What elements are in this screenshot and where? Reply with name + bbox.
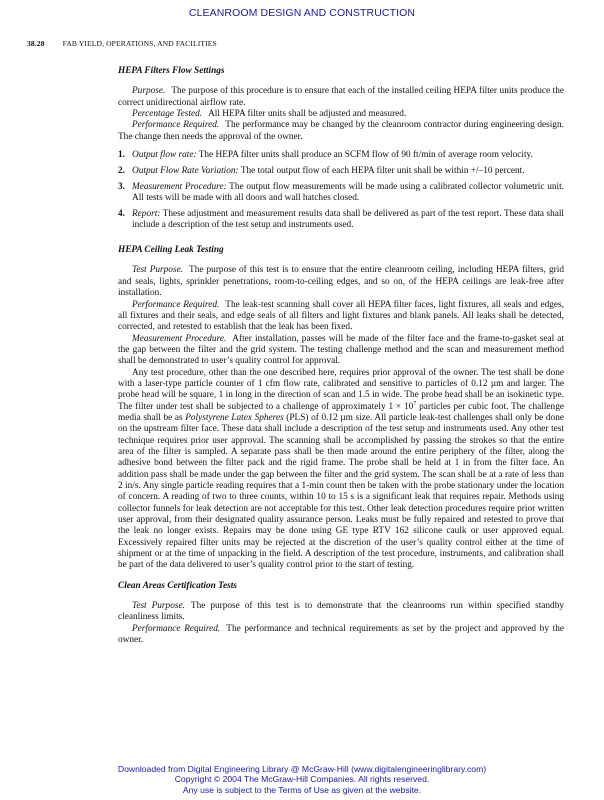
list-item-text: The total output flow of each HEPA filter unit shall be within +/–10 percent. [240, 165, 525, 176]
document-banner: CLEANROOM DESIGN AND CONSTRUCTION [188, 7, 416, 19]
paragraph-text: All HEPA filter units shall be adjusted and measured. [208, 109, 407, 120]
list-item-text: These adjustment and measurement results data shall be delivered as part of the test report. These data shall include a description of the test setup and instruments used. [132, 208, 565, 231]
list-item-label: Output flow rate: [132, 150, 197, 161]
paragraph-label: Performance Required. [132, 120, 220, 131]
footer-line-terms: Any use is subject to the Terms of Use as given at the website. [182, 784, 422, 795]
list-item [118, 209, 564, 232]
list-item-label: Output Flow Rate Variation: [132, 165, 239, 176]
section-heading-hepa-flow: HEPA Filters Flow Settings [118, 66, 225, 76]
list-item-text: The HEPA filter units shall produce an SCFM flow of 90 ft/min of average room velocity. [198, 150, 533, 161]
paragraph-text: Any test procedure, other than the one described here, requires prior approval of the owner. The test shall be done with a laser-type particle counter of 1 cfm flow rate, calibrated and sensitive to particles of 0.12 µm and larger. The probe head will be square, 1 in long in the direction of scan and 1.5 in wide. The probe head shall be an isokinetic type. The filter under test shall be subjected to a challenge of approximately 1 × 10 [118, 367, 564, 412]
paragraph-measurement-procedure [118, 334, 564, 368]
list-item-label: Report: [132, 208, 161, 219]
running-head-title: FAB YIELD, OPERATIONS, AND FACILITIES [62, 39, 217, 48]
list-item [118, 182, 564, 205]
running-head [27, 39, 217, 48]
section-heading-certification: Clean Areas Certification Tests [118, 580, 237, 591]
paragraph-text: The purpose of this test is to demonstrate that the cleanrooms run within specified standby cleanliness limits. [118, 601, 564, 623]
list-item-text: The output flow measurements will be made using a calibrated collector volumetric unit. All tests will be made with all doors and wall hatches closed. [132, 181, 565, 204]
flow-settings-list [118, 150, 564, 232]
section-heading-leak-testing: HEPA Ceiling Leak Testing [118, 245, 224, 256]
paragraph-label: Performance Required. [132, 299, 220, 310]
paragraph-label: Percentage Tested. [132, 109, 203, 120]
paragraph-text: The performance and technical requirements as set by the project and approved by the owner. [118, 623, 564, 646]
paragraph-performance-required [118, 300, 564, 334]
paragraph-label: Test Purpose. [132, 601, 185, 612]
paragraph-text: The performance may be changed by the cleanroom contractor during engineering design. The change then needs the approval of the owner. [118, 120, 565, 142]
paragraph-text: (PLS) of 0.12 µm size. All particle leak-test challenges shall only be done on the upstream filter face. These data shall include a description of the test setup and instruments used. Any other test technique requires prior user approval. The scanning shall be accomplished by passing the strokes so that the entire area of the filter is sampled. A separate pass shall be then made around the entire periphery of the filter, along the adhesive bond between the filter pack and the rigid frame. The probe shall be held at 1 in from the filter face. An addition pass shall be made under the gap between the filter and the grid system. The scan shall be at a rate of less than 2 in/s. Any single particle reading requires that a 1-min count then be taken with the probe stationary under the location of concern. A reading of two to three counts, within 10 to 15 s is a significant leak that requires repair. Methods using collector funnels for leak detection are not acceptable for this test. Other leak detection procedures require prior written user approval, from their designated quality assurance person. Leaks must be fully repaired and retested to prove that the leak no longer exists. Repairs may be done using GE type RTV 162 silicone caulk or user approved equal. Excessively repaired filter units may be rejected at the discretion of the user’s quality control either at the time of shipment or at the time of unpacking in the field. A description of the test procedure, instruments, and calibration shall be part of the data delivered to user’s quality control prior to the start of testing. [118, 412, 564, 571]
list-item-label: Measurement Procedure: [132, 181, 227, 192]
page-number: 38.28 [27, 39, 45, 48]
list-item-number: 1. [118, 150, 125, 161]
list-item [118, 166, 564, 177]
page-content [118, 66, 564, 646]
list-item [118, 150, 564, 161]
download-footer [0, 764, 604, 795]
paragraph-test-purpose [118, 601, 564, 624]
footer-line-copyright: Copyright © 2004 The McGraw-Hill Companies. All rights reserved. [174, 774, 430, 785]
paragraph-label: Purpose. [132, 86, 166, 97]
exponent: 7 [413, 400, 417, 407]
paragraph-test-purpose [118, 265, 564, 299]
paragraph-performance-required [118, 120, 564, 143]
paragraph-purpose [118, 86, 564, 109]
paragraph-text: particles per cubic foot. The challenge media shall be as [118, 401, 564, 423]
paragraph-label: Test Purpose. [132, 265, 184, 276]
paragraph-label: Performance Required. [132, 623, 221, 634]
list-item-number: 2. [118, 165, 125, 176]
paragraph-label: Measurement Procedure. [132, 333, 227, 344]
paragraph-performance-required [118, 624, 564, 647]
paragraph-test-details [118, 368, 564, 572]
paragraph-text: After installation, passes will be made of the filter face and the frame-to-gasket seal at the gap between the filter and the grid system. The testing challenge method and the scan and measurement method shall be demonstrated to user’s quality control for approval. [118, 333, 564, 367]
footer-line-library: Downloaded from Digital Engineering Library @ McGraw-Hill (www.digitalengineeringlibrary.com) [117, 764, 487, 774]
paragraph-text: The leak-test scanning shall cover all HEPA filter faces, light fixtures, all seals and edges, all fixtures and their seals, and edge seals of all filters and light fixtures and blank panels. All leaks shall be detected, corrected, and retested to establish that the leak has been fixed. [118, 299, 564, 333]
paragraph-text: The purpose of this procedure is to ensure that each of the installed ceiling HEPA filter units produce the correct unidirectional airflow rate. [118, 86, 564, 108]
paragraph-percentage-tested [118, 109, 564, 120]
list-item-number: 4. [118, 208, 125, 219]
challenge-media-name: Polystyrene Latex Spheres [185, 412, 284, 423]
paragraph-text: The purpose of this test is to ensure that the entire cleanroom ceiling, including HEPA filters, grid and seals, lights, sprinkler penetrations, room-to-ceiling edges, and so on, of the HEPA ceilings are leak-free after installation. [118, 265, 564, 299]
list-item-number: 3. [118, 181, 125, 192]
